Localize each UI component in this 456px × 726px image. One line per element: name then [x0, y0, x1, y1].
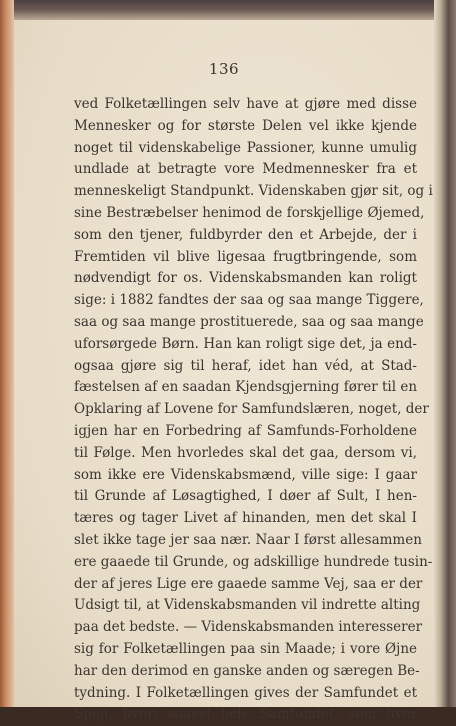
text-line: tæres og tager Livet af hinanden, men det skal I: [74, 510, 417, 527]
body-text: [74, 94, 433, 726]
text-line: uforsørgede Børn. Han kan roligt sige det, ja end-: [74, 335, 417, 352]
text-line: ogsaa gjøre sig til heraf, idet han véd, at Stad-: [74, 357, 417, 374]
text-line: slet ikke tage jer saa nær. Naar I først allesammen: [74, 531, 422, 548]
text-line: sige: i 1882 fandtes der saa og saa mange Tiggere,: [74, 292, 424, 309]
text-line: saa og saa mange prostituerede, saa og saa mange: [74, 313, 424, 330]
text-line: nødvendigt for os. Videnskabsmanden kan roligt: [74, 270, 417, 287]
text-line: undlade at betragte vore Medmennesker fra et: [74, 161, 417, 178]
book-page: [14, 20, 434, 723]
text-line: fæstelsen af en saadan Kjendsgjerning fører til en: [74, 379, 418, 396]
text-line: ved Folketællingen selv have at gjøre med disse: [74, 96, 417, 112]
text-line: har den derimod en ganske anden og særegen Be-: [74, 662, 420, 679]
text-line: igjen har en Forbedring af Samfunds-Forholdene: [74, 422, 417, 439]
text-line: Udsigt til, at Videnskabsmanden vil indrette alting: [74, 597, 421, 614]
text-line: Fremtiden vil blive ligesaa frugtbringende, som: [74, 248, 417, 265]
book-spine-edge: [0, 0, 14, 707]
page-number: 136: [208, 60, 240, 78]
book-top-edge: [0, 0, 456, 22]
text-line: menneskeligt Standpunkt. Videnskaben gjør sit, og i: [74, 183, 433, 200]
text-line: sine Bestræbelser henimod de forskjellige Øjemed,: [74, 204, 425, 221]
text-line: ere gaaede til Grunde, og adskillige hundrede tusin-: [74, 553, 433, 570]
book-page-edges: [434, 0, 456, 707]
text-line: Mennesker og for største Delen vel ikke kjende: [74, 117, 417, 134]
text-line: noget til videnskabelige Passioner, kunne umulig: [74, 139, 417, 156]
text-line: tydning. I Folketællingen gives der Samfundet et: [74, 684, 417, 701]
text-line: Opklaring af Lovene for Samfundslæren, noget, der: [74, 401, 429, 418]
text-line: som ikke ere Videnskabsmænd, ville sige: I gaar: [74, 466, 417, 483]
text-line: til Grunde af Løsagtighed, I døer af Sult, I hen-: [74, 488, 417, 505]
text-line: paa det bedste. — Videnskabsmanden interesserer: [74, 619, 423, 636]
text-line: som den tjener, fuldbyrder den et Arbejde, der i: [74, 226, 417, 243]
text-line: Spejl, hvori saavel hele Samfundet, som hver: [74, 706, 417, 723]
text-line: til Følge. Men hvorledes skal det gaa, dersom vi,: [74, 444, 417, 461]
text-line: sig for Folketællingen paa sin Maade; i vore Øjne: [74, 640, 417, 657]
text-line: der af jeres Lige ere gaaede samme Vej, saa er der: [74, 575, 423, 592]
